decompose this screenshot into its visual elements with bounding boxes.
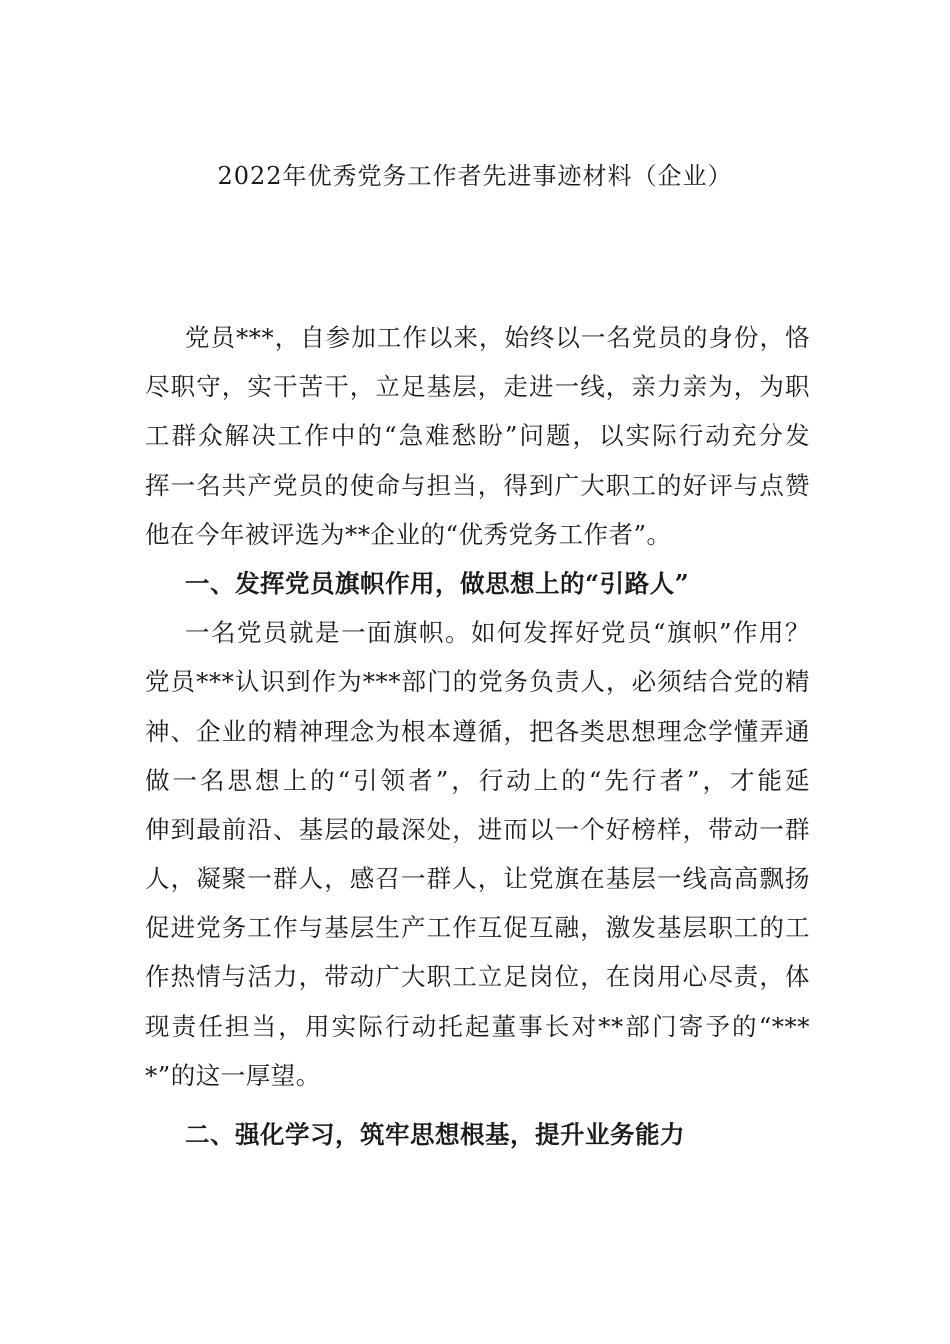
intro-line: 工群众解决工作中的“急难愁盼”问题，以实际行动充分发 <box>145 421 810 451</box>
intro-line: 挥一名共产党员的使命与担当，得到广大职工的好评与点赞 <box>145 470 810 500</box>
section1-line: 神、企业的精神理念为根本遵循，把各类思想理念学懂弄通 <box>145 716 810 746</box>
section1-line: 党员***认识到作为***部门的党务负责人，必须结合党的精 <box>145 667 810 697</box>
section1-line: 伸到最前沿、基层的最深处，进而以一个好榜样，带动一群 <box>145 814 810 844</box>
intro-line: 尽职守，实干苦干，立足基层，走进一线，亲力亲为，为职 <box>145 372 810 402</box>
section1-line: 现责任担当，用实际行动托起董事长对**部门寄予的“*** <box>145 1011 810 1041</box>
intro-line: 他在今年被评选为**企业的“优秀党务工作者”。 <box>145 519 672 549</box>
spacer <box>145 1100 810 1110</box>
section-heading: 二、强化学习，筑牢思想根基，提升业务能力 <box>185 1120 685 1149</box>
section1-line: 一名党员就是一面旗帜。如何发挥好党员“旗帜”作用？ <box>185 618 810 648</box>
section1-line: 人，凝聚一群人，感召一群人，让党旗在基层一线高高飘扬 <box>145 864 810 894</box>
section-heading: 一、发挥党员旗帜作用，做思想上的“引路人” <box>185 568 690 598</box>
intro-line: 党员***，自参加工作以来，始终以一名党员的身份，恪 <box>185 323 810 352</box>
section1-line: 作热情与活力，带动广大职工立足岗位，在岗用心尽责，体 <box>145 962 810 992</box>
document-title: 2022年优秀党务工作者先进事迹材料（企业） <box>217 162 733 190</box>
document-body <box>145 313 810 1159</box>
section1-line: *”的这一厚望。 <box>145 1060 321 1090</box>
section1-line: 促进党务工作与基层生产工作互促互融，激发基层职工的工 <box>145 913 810 943</box>
section1-line: 做一名思想上的“引领者”，行动上的“先行者”，才能延 <box>145 765 810 795</box>
